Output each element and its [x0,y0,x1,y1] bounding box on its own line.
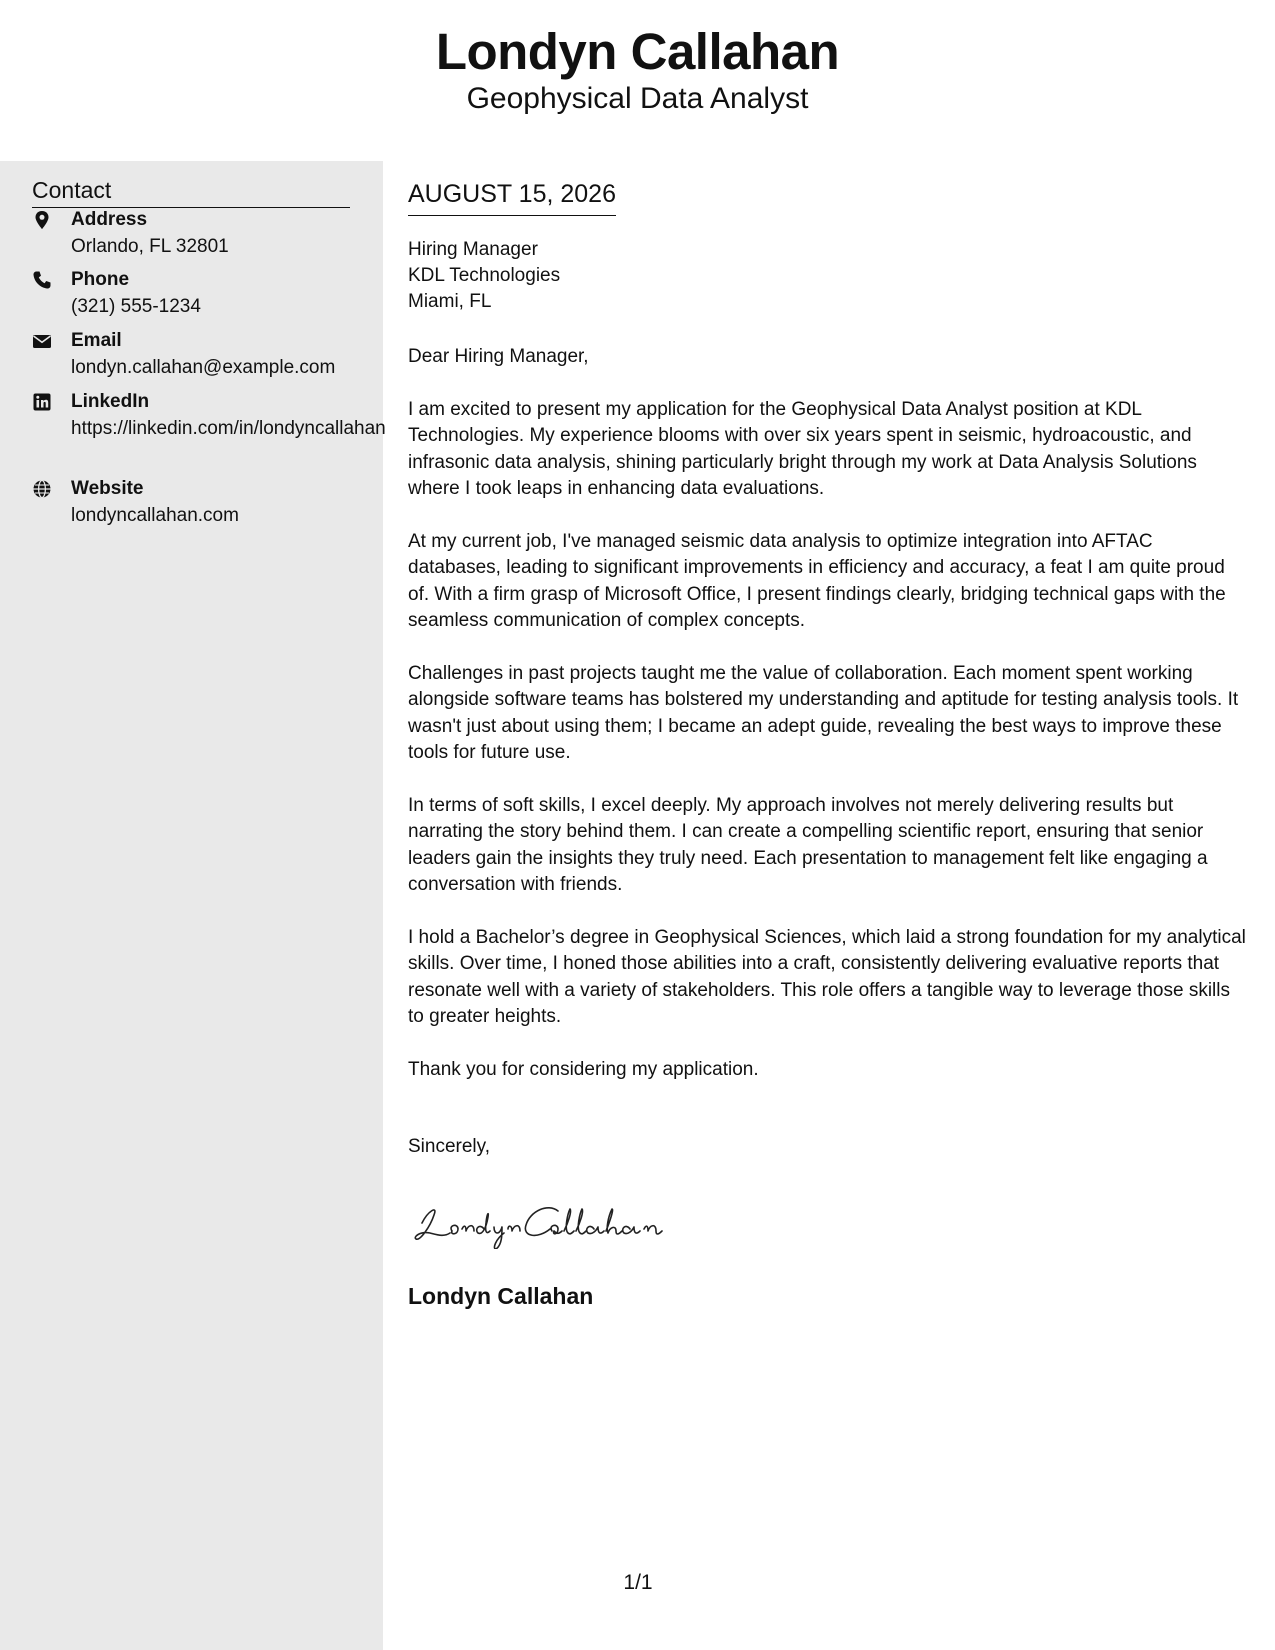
email-label: Email [71,330,122,351]
handwritten-signature [408,1189,668,1249]
linkedin-icon [32,392,52,412]
body-paragraph: I am excited to present my application for the Geophysical Data Analyst position at KDL Technologies. My experience blooms with over six years spent in seismic, hydroacoustic, and infrasonic data analysis, shining particularly bright through my work at Data Analysis Solutions where I took leaps in enhancing data evaluations. [408,399,1197,499]
contact-sidebar [0,161,386,1650]
website-label: Website [71,478,144,499]
body-paragraph: Challenges in past projects taught me the value of collaboration. Each moment spent working alongside software teams has bolstered my understanding and aptitude for testing analysis tools. It wasn't just about using them; I became an adept guide, revealing the best ways to improve these tools for future use. [408,663,1239,763]
letter-header [0,0,1275,161]
applicant-title: Geophysical Data Analyst [466,82,809,115]
recipient-block [408,237,560,315]
closing: Sincerely, [408,1136,491,1157]
body-paragraph: Thank you for considering my application. [408,1059,759,1080]
website-value[interactable]: londyncallahan.com [71,505,239,526]
contact-heading: Contact [32,177,350,208]
globe-icon [32,479,52,499]
linkedin-label: LinkedIn [71,391,150,412]
body-paragraph: In terms of soft skills, I excel deeply. My approach involves not merely delivering results but narrating the story behind them. I can create a compelling scientific report, ensuring that senior leaders gain the insights they truly need. Each presentation to management felt like engaging a conversation with friends. [408,795,1208,895]
recipient-line: KDL Technologies [408,265,561,286]
address-label: Address [71,209,148,230]
applicant-name: Londyn Callahan [435,23,840,80]
body-paragraph: At my current job, I've managed seismic data analysis to optimize integration into AFTAC databases, leading to significant improvements in efficiency and accuracy, a feat I am quite proud of. With a firm grasp of Microsoft Office, I present findings clearly, bridging technical gaps with the seamless communication of complex concepts. [408,531,1226,631]
recipient-line: Miami, FL [408,291,492,312]
phone-icon [32,270,52,290]
email-value: londyn.callahan@example.com [71,357,336,378]
recipient-line: Hiring Manager [408,239,538,260]
signed-name: Londyn Callahan [408,1283,594,1309]
address-value: Orlando, FL 32801 [71,236,229,257]
map-pin-icon [32,210,52,230]
page-number: 1/1 [623,1571,653,1594]
salutation: Dear Hiring Manager, [408,346,589,367]
linkedin-value[interactable]: https://linkedin.com/in/londyncallahan [71,418,386,439]
letter-date: AUGUST 15, 2026 [408,180,616,216]
phone-label: Phone [71,269,130,290]
envelope-icon [32,331,52,351]
body-paragraph: I hold a Bachelor’s degree in Geophysical Sciences, which laid a strong foundation for my analytical skills. Over time, I honed those abilities into a craft, consistently delivering evaluative reports that resonate well with a variety of stakeholders. This role offers a tangible way to leverage those skills to greater heights. [408,927,1246,1027]
phone-value: (321) 555-1234 [71,296,201,317]
